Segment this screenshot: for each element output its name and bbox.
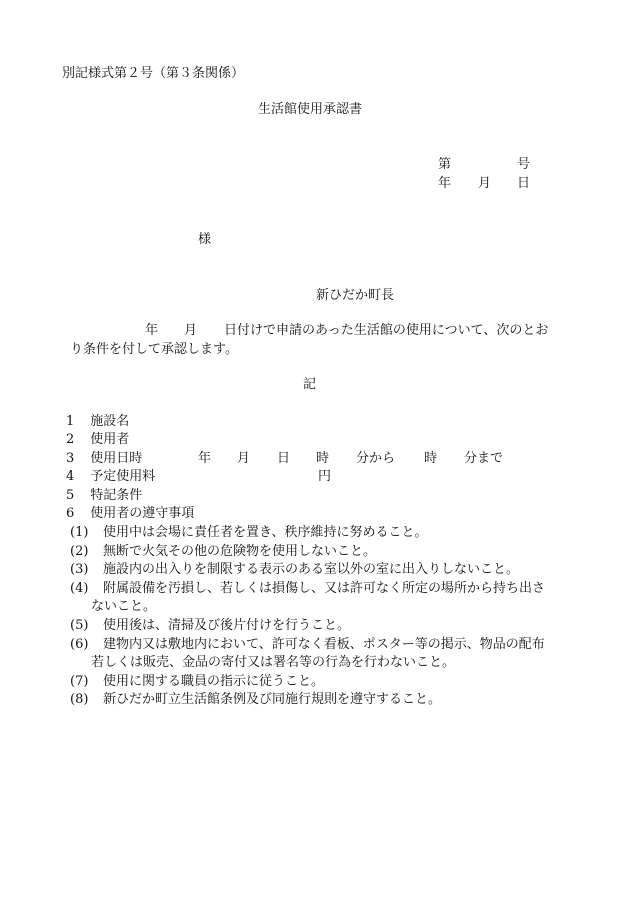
item-num: 4: [66, 469, 75, 484]
item-num: 2: [66, 432, 75, 447]
item-2: [66, 432, 129, 448]
item-1: [66, 414, 129, 430]
rule-4-text-cont: ないこと。: [91, 599, 157, 614]
body-tsuki: 月: [184, 323, 198, 338]
item-num: 1: [66, 414, 75, 429]
rule-6-text: 建物内又は敷地内において、許可なく看板、ポスター等の掲示、物品の配布: [103, 637, 545, 652]
addressee-suffix: 様: [198, 232, 212, 247]
dt-ji1: 時: [316, 451, 330, 466]
dt-hi: 日: [277, 451, 291, 466]
number-go: 号: [517, 157, 531, 172]
rule-3-num: (3): [70, 562, 89, 577]
item-label: 施設名: [90, 414, 130, 429]
issuer: 新ひだか町長: [316, 288, 395, 303]
dt-fun-kara: 分から: [356, 451, 396, 466]
item-5: [66, 488, 142, 504]
dt-tsuki: 月: [237, 451, 251, 466]
item-num: 3: [66, 451, 75, 466]
item-label: 使用者: [90, 432, 130, 447]
dt-nen: 年: [198, 451, 212, 466]
date-tsuki: 月: [478, 176, 492, 191]
item-6: [66, 506, 194, 522]
rule-7-text: 使用に関する職員の指示に従うこと。: [103, 674, 325, 689]
item-num: 5: [66, 488, 75, 503]
item-4: [66, 469, 155, 485]
dt-fun-made: 分まで: [464, 451, 504, 466]
rule-4-num: (4): [70, 581, 89, 596]
rule-1-text: 使用中は会場に責任者を置き、秩序維持に努めること。: [103, 525, 428, 540]
item-3: [66, 451, 142, 467]
item-label: 予定使用料: [90, 469, 156, 484]
ki-heading: 記: [303, 377, 317, 392]
rule-7-num: (7): [70, 674, 89, 689]
rule-2-num: (2): [70, 544, 89, 559]
item-num: 6: [66, 506, 75, 521]
item-label: 使用日時: [90, 451, 143, 466]
fee-unit: 円: [318, 469, 332, 484]
dt-ji2: 時: [424, 451, 438, 466]
rule-8-num: (8): [70, 692, 89, 707]
body-line1: 日付けで申請のあった生活館の使用について、次のとお: [224, 323, 549, 338]
form-label: 別記様式第２号（第３条関係）: [62, 66, 245, 81]
date-hi: 日: [517, 176, 531, 191]
rule-2-text: 無断で火気その他の危険物を使用しないこと。: [103, 544, 377, 559]
rule-6-num: (6): [70, 637, 89, 652]
date-nen: 年: [438, 176, 452, 191]
rule-6-text-cont: 若しくは販売、金品の寄付又は署名等の行為を行わないこと。: [91, 655, 456, 670]
rule-5-text: 使用後は、清掃及び後片付けを行うこと。: [103, 618, 351, 633]
body-nen: 年: [145, 323, 159, 338]
rule-4-text: 附属設備を汚損し、若しくは損傷し、又は許可なく所定の場所から持ち出さ: [103, 581, 546, 596]
rule-1-num: (1): [70, 525, 89, 540]
rule-3-text: 施設内の出入りを制限する表示のある室以外の室に出入りしないこと。: [103, 562, 520, 577]
rule-5-num: (5): [70, 618, 89, 633]
page-title: 生活館使用承認書: [258, 102, 363, 117]
number-dai: 第: [438, 157, 452, 172]
rule-8-text: 新ひだか町立生活館条例及び同施行規則を遵守すること。: [103, 692, 442, 707]
item-label: 特記条件: [90, 488, 143, 503]
item-label: 使用者の遵守事項: [90, 506, 195, 521]
body-line2: り条件を付して承認します。: [70, 342, 238, 357]
